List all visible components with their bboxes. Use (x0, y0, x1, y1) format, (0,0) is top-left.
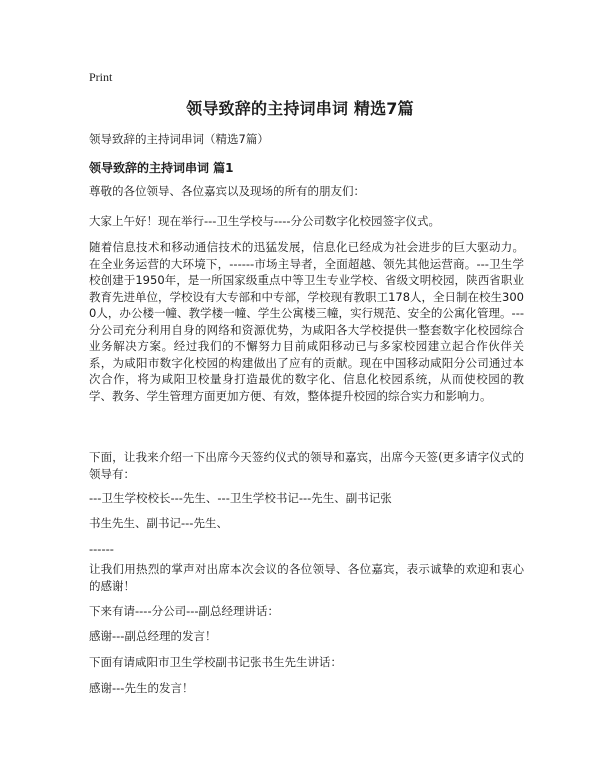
page-title: 领导致辞的主持词串词 精选7篇 (186, 99, 414, 118)
paragraph-introduction: 下面，让我来介绍一下出席今天签约仪式的领导和嘉宾，出席今天签(更多请字仪式的领导有： (89, 450, 524, 481)
paragraph-separator: ------ (89, 542, 114, 556)
paragraph-greeting: 尊敬的各位领导、各位嘉宾以及现场的所有的朋友们： (89, 184, 365, 198)
paragraph-thanks-speaker: 感谢---先生的发言！ (89, 681, 194, 695)
paragraph-leaders-line-2: 书生先生、副书记---先生、 (89, 516, 228, 530)
paragraph-leaders-line-1: ---卫生学校校长---先生、---卫生学校书记---先生、副书记张 (89, 491, 392, 505)
paragraph-opening: 大家上午好！现在举行---卫生学校与----分公司数字化校园签字仪式。 (89, 214, 441, 228)
print-link[interactable]: Print (89, 70, 113, 84)
paragraph-background: 随着信息技术和移动通信技术的迅猛发展，信息化已经成为社会进步的巨大驱动力。在全业务运营的大环境下，------市场主导者，全面超越、领先其他运营商。---卫生学校创建于1950年，是一所国家级重点中等卫生专业学校、省级文明校园，陕西省职业教育先进单位，学校设有大专部和中专部，学校现有教职工178人，全日制在校生3000人，办公楼一幢、教学楼一幢、学生公寓楼三幢，实行规范、安全的公寓化管理。---分公司充分利用自身的网络和资源优势，为咸阳各大学校提供一整套数字化校园综合业务解决方案。经过我们的不懈努力目前咸阳移动已与多家校园建立起合作伙伴关系，为咸阳市数字化校园的构建做出了应有的贡献。现在中国移动咸阳分公司通过本次合作，将为咸阳卫校量身打造最优的数字化、信息化校园系统，从而使校园的教学、教务、学生管理方面更加方便、有效，整体提升校园的综合实力和影响力。 (89, 240, 524, 403)
document-subtitle: 领导致辞的主持词串词（精选7篇） (89, 132, 269, 146)
section-heading: 领导致辞的主持词串词 篇1 (89, 161, 234, 175)
paragraph-invite-deputy-secretary: 下面有请咸阳市卫生学校副书记张书生先生讲话： (89, 655, 342, 669)
paragraph-invite-deputy-manager: 下来有请----分公司---副总经理讲话： (89, 604, 280, 618)
paragraph-welcome: 让我们用热烈的掌声对出席本次会议的各位领导、各位嘉宾，表示诚挚的欢迎和衷心的感谢！ (89, 562, 524, 593)
paragraph-thanks-deputy-manager: 感谢---副总经理的发言！ (89, 629, 217, 643)
